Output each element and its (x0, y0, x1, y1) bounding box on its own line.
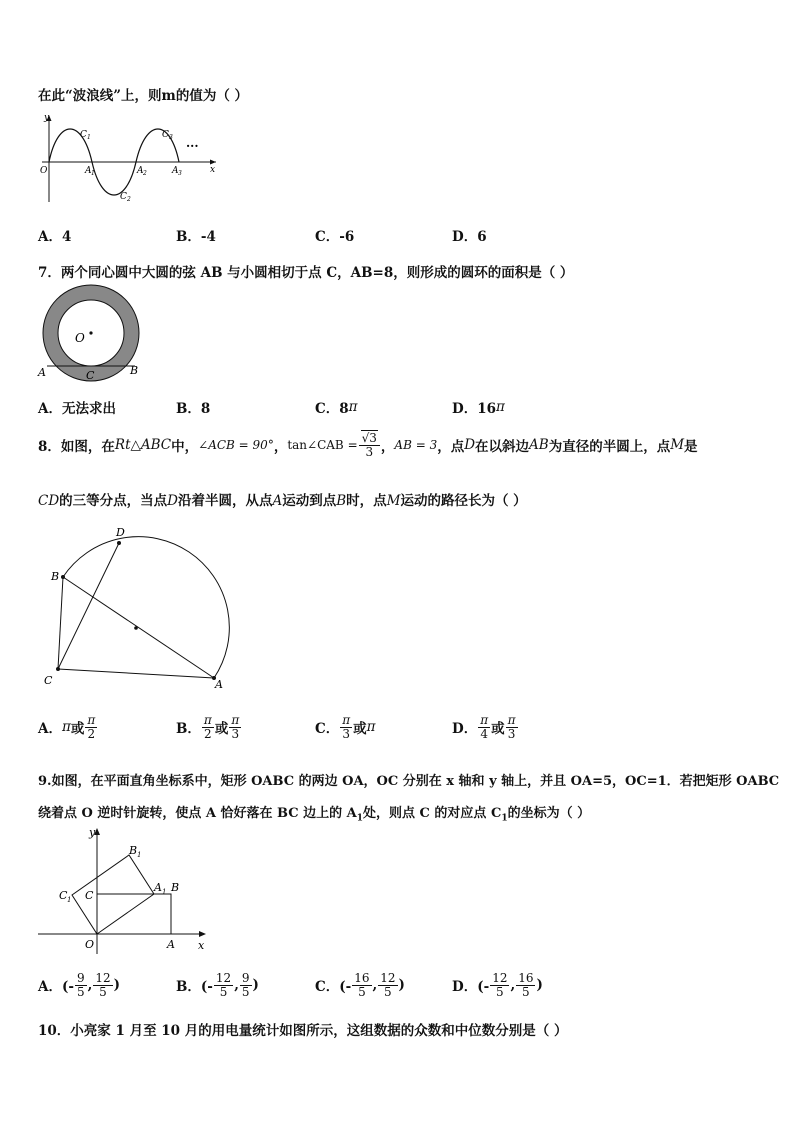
wave-c2-label: C (120, 192, 127, 202)
q9-option-d-comma: , (510, 977, 516, 994)
q8-option-b-or: 或 (214, 721, 229, 738)
q8-point-m: M (386, 493, 401, 509)
q8-cd: CD (38, 493, 60, 509)
q8-angle-acb: ∠ACB = 90° (198, 438, 274, 453)
q8-text: 运动的路径长为（ ） (400, 493, 527, 509)
q6-stem: 在此“波浪线”上，则m的值为（ ） (38, 88, 249, 104)
q6-options (38, 225, 758, 243)
q9-c1-subscript: 1 (501, 813, 508, 824)
q8-option-c-or: 或 (353, 721, 367, 738)
wave-origin-label: O (40, 166, 48, 176)
q9-option-c-fraction1: $\frac{16}{5}$ (354, 971, 370, 999)
q10-stem: 10．小亮家 1 月至 10 月的用电量统计如图所示，这组数据的众数和中位数分别是（ ） (38, 1023, 568, 1039)
wave-graph (36, 110, 226, 206)
wave-c1-sub: 1 (87, 134, 91, 141)
q6-option-b[interactable]: B．-4 (176, 229, 216, 245)
semicircle-figure (36, 522, 236, 694)
q9-option-d[interactable] (452, 972, 543, 998)
q9-option-b-comma: , (234, 977, 239, 994)
q8-option-b-fraction1: $\frac{\pi}{2}$ (203, 713, 212, 741)
q8-options (38, 714, 758, 750)
q8-text: 在以斜边 (475, 439, 530, 456)
q9-option-c[interactable] (315, 972, 405, 998)
rotation-origin-label: O (85, 938, 95, 951)
rotation-point-c: C (85, 889, 94, 902)
q9-option-c-comma: , (372, 977, 378, 994)
q8-triangle-symbol: △ (130, 437, 141, 454)
q8-text: ， (380, 439, 395, 456)
q8-option-c-label: C． (315, 721, 340, 738)
q7-stem: 7．两个同心圆中大圆的弦 AB 与小圆相切于点 C，AB=8，则形成的圆环的面积是（ ） (38, 265, 574, 281)
q8-text: ， (273, 439, 288, 456)
q9-stem-line2 (38, 802, 590, 824)
q6-option-c[interactable]: C．-6 (315, 229, 355, 245)
rotation-point-b: B (171, 881, 180, 894)
wave-a1-label: A (85, 166, 92, 176)
wave-a1-sub: 1 (91, 170, 95, 177)
q8-option-a-label: A． (38, 721, 62, 738)
q9-option-b-label: B．(- (176, 979, 213, 996)
wave-c1-label: C (80, 130, 87, 140)
q8-text: 中， (171, 439, 199, 456)
q8-option-d-fraction1: $\frac{\pi}{4}$ (480, 713, 489, 741)
q8-text: ，点 (437, 439, 465, 456)
q9-option-b-fraction1: $\frac{12}{5}$ (215, 971, 232, 999)
q8-option-c-pi: π (366, 719, 376, 736)
q8-ab-value: AB = 3 (394, 438, 438, 453)
q8-stem-line2 (38, 489, 527, 509)
q9-text: 的坐标为（ ） (507, 806, 591, 821)
q8-option-c-fraction: $\frac{\pi}{3}$ (342, 713, 351, 741)
q6-option-a[interactable]: A．4 (38, 229, 72, 245)
wave-c3-label: C (162, 130, 169, 140)
q9-option-a-label: A．(- (38, 979, 74, 996)
q8-option-b-fraction2: $\frac{\pi}{3}$ (231, 713, 240, 741)
q7-option-d[interactable] (452, 397, 505, 417)
annulus-figure (34, 284, 154, 384)
q7-option-c[interactable] (315, 397, 358, 417)
q8-point-m: M (670, 437, 685, 454)
rotation-point-c1-sub: 1 (67, 896, 72, 904)
semicircle-point-a: A (215, 678, 223, 691)
rotation-point-b1-sub: 1 (137, 851, 142, 859)
q8-text: 8．如图，在 (38, 439, 115, 456)
q8-stem-line1 (38, 432, 698, 458)
q9-options (38, 972, 758, 1008)
q8-point-b: B (336, 493, 347, 509)
q8-tan-den: 3 (365, 444, 374, 459)
q8-option-d-label: D． (452, 721, 478, 738)
rotation-point-b1: B (129, 844, 138, 857)
wave-a3-sub: 3 (178, 170, 182, 177)
q8-option-a[interactable] (38, 714, 98, 740)
rotation-point-c1: C (59, 889, 68, 902)
q9-option-a[interactable] (38, 972, 120, 998)
q9-option-c-close: ) (398, 977, 405, 994)
q7-options (38, 397, 758, 415)
q6-option-d[interactable]: D．6 (452, 229, 487, 245)
q9-text: 处，则点 C 的对应点 C (363, 806, 502, 821)
q8-text: 时，点 (346, 493, 387, 509)
rotation-x-label: x (198, 939, 205, 952)
q8-text: 是 (684, 439, 698, 456)
q7-option-b[interactable]: B．8 (176, 401, 211, 417)
wave-y-label: y (44, 113, 50, 123)
q8-text: 运动到点 (282, 493, 337, 509)
q8-text: 的三等分点，当点 (59, 493, 168, 509)
q9-text: 绕着点 O 逆时针旋转，使点 A 恰好落在 BC 边上的 A (38, 806, 357, 821)
rotation-point-a1: A (154, 881, 162, 894)
q8-point-d: D (167, 493, 178, 509)
q9-option-b-fraction2: $\frac{9}{5}$ (241, 971, 250, 999)
q8-option-c[interactable] (315, 714, 376, 740)
q9-option-d-label: D．(- (452, 979, 490, 996)
q9-option-d-close: ) (536, 977, 543, 994)
q7-option-c-pi: π (348, 399, 358, 415)
q8-ab: AB (529, 437, 549, 454)
q8-sqrt3: √3 (361, 431, 377, 445)
semicircle-point-d: D (116, 526, 125, 539)
wave-a3-label: A (172, 166, 179, 176)
rotation-point-a: A (167, 938, 175, 951)
annulus-center-label: O (75, 331, 85, 345)
q7-option-d-text: D．16 (452, 401, 496, 417)
q9-a1-subscript: 1 (356, 813, 364, 824)
q7-option-d-pi: π (496, 399, 505, 415)
q8-option-b[interactable] (176, 714, 242, 740)
q9-option-a-fraction1: $\frac{9}{5}$ (76, 971, 85, 999)
wave-c2-sub: 2 (127, 196, 131, 203)
q8-option-d-or: 或 (491, 721, 505, 738)
q9-option-b[interactable] (176, 972, 259, 998)
wave-a2-sub: 2 (143, 170, 147, 177)
rotation-point-a1-sub: 1 (162, 888, 167, 896)
wave-a2-label: A (137, 166, 144, 176)
q9-option-d-fraction2: $\frac{16}{5}$ (518, 971, 534, 999)
q9-option-a-comma: , (87, 977, 93, 994)
rotation-figure (34, 822, 214, 957)
q8-tan-cab: tan∠CAB = (287, 438, 358, 453)
q9-stem-line1: 9.如图，在平面直角坐标系中，矩形 OABC 的两边 OA，OC 分别在 x 轴和 y 轴上，并且 OA=5，OC=1．若把矩形 OABC (38, 774, 780, 789)
q9-option-a-close: ) (113, 977, 120, 994)
q8-option-a-pi: π (61, 719, 71, 736)
wave-c3-sub: 3 (169, 134, 173, 141)
q8-abc: ABC (140, 437, 172, 454)
q9-option-a-fraction2: $\frac{12}{5}$ (95, 971, 111, 999)
q8-option-d[interactable] (452, 714, 519, 740)
q9-option-c-label: C．(- (315, 979, 352, 996)
q8-option-b-label: B． (176, 721, 201, 738)
q8-text: 为直径的半圆上，点 (548, 439, 671, 456)
q9-option-d-fraction1: $\frac{12}{5}$ (492, 971, 508, 999)
q7-option-c-text: C．8 (315, 401, 349, 417)
semicircle-point-c: C (44, 674, 53, 687)
q7-option-a[interactable]: A．无法求出 (38, 401, 116, 417)
annulus-point-c: C (86, 369, 95, 382)
q8-text: 沿着半圆，从点 (177, 493, 273, 509)
q8-point-a: A (272, 493, 283, 509)
annulus-point-a: A (38, 366, 46, 379)
wave-x-label: x (210, 165, 216, 175)
q9-option-b-close: ) (252, 977, 259, 994)
semicircle-point-b: B (51, 570, 60, 583)
annulus-point-b: B (130, 364, 139, 377)
q9-option-c-fraction2: $\frac{12}{5}$ (380, 971, 396, 999)
q8-tan-fraction (359, 432, 380, 458)
q8-option-a-fraction: $\frac{\pi}{2}$ (87, 713, 96, 741)
rotation-y-label: y (89, 826, 96, 839)
q8-option-a-or: 或 (70, 721, 85, 738)
q8-option-d-fraction2: $\frac{\pi}{3}$ (507, 713, 516, 741)
q8-point-d: D (464, 437, 476, 454)
wave-continuation-dots: ··· (186, 139, 199, 153)
q8-rt: Rt (114, 437, 131, 454)
